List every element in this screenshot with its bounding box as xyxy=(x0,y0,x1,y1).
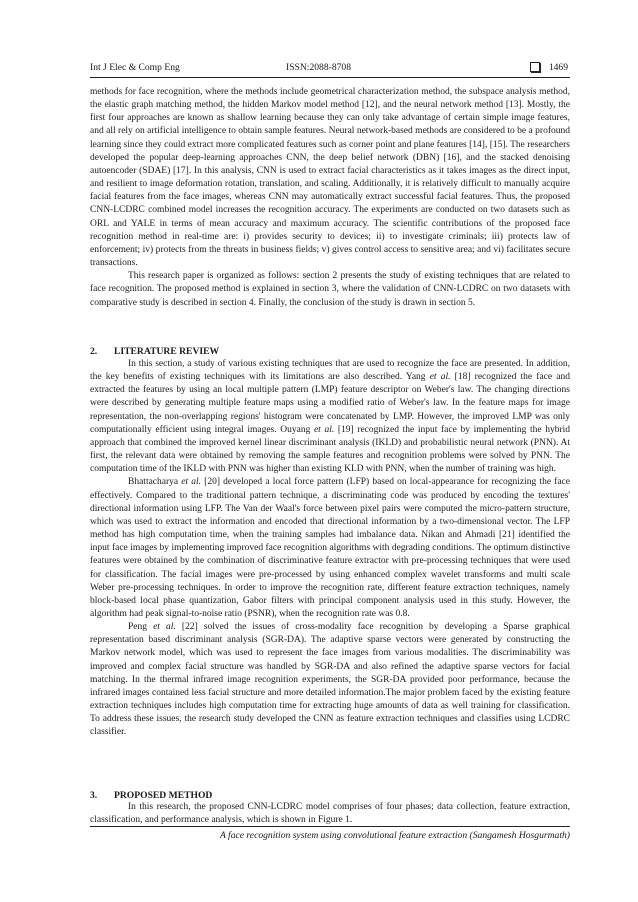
et-al: et al. xyxy=(181,477,202,488)
intro-paragraph: This research paper is organized as follows: section 2 presents the study of existing techniques that are related to face recognition. The proposed method is explained in section 3, where the validation of CNN-LCDRC on two datasets with comparative study is described in section 4. Finally, the conclusion of the study is drawn in section 5. xyxy=(90,271,570,308)
text-run: [22] solved the issues of cross-modality face recognition by developing a Sparse graphical representation based discriminant analysis (SGR-DA). The adaptive sparse vectors were generated by constructing the Markov network model, which was used to represent the face images from various modalities. The discriminability was improved and complex facial structure was handled by SGR-DA and also refined the adaptive sparse vectors for facial matching. In the thermal infrared image recognition experiments, the SGR-DA provided poor performance, because the infrared images contained less facial structure and more detailed information.The major problem faced by the existing feature extraction techniques includes high computation time for extracting huge amounts of data as well training for classification. To address these issues, the research study developed the CNN as feature extraction techniques and classifies using LCDRC classifier. xyxy=(90,622,571,738)
et-al: et al. xyxy=(153,622,176,633)
body-paragraph xyxy=(90,621,570,739)
section-number: 3. xyxy=(90,790,98,801)
intro-block xyxy=(90,86,570,310)
text-run: [18] recognized the face and extracted the features by using an local multiple pattern (LMP) feature descriptor on Weber's law. The changing directions were described by generating multiple feature maps using a modified ratio of Weber's law. In the feature maps for image representation, the non-overlapping regions' histogram were concatenated by LMP. However, the improved LMP was only computationally efficient using integral images. Ouyang xyxy=(90,372,570,435)
text-run: [20] developed a local force pattern (LFP) based on local-appearance for recognizing the face effectively. Compared to the traditional pattern technique, a discriminating code was produced by encoding the textures' directional information using LFP. The Van der Waal's force between pixel pairs were computed the micro-pattern structure, which was used to extract the information and encoded that directional information by a two-dimensional vector. The LFP method has high computation time, when the training samples had imbalance data. Nikan and Ahmadi [21] identified the input face images by implementing improved face recognition algorithms with degrading conditions. The optimum distinctive features were obtained by the combination of discriminative feature extractor with pre-processing techniques that were used for classification. The facial images were pre-processed by using enhanced complex wavelet transforms and multi scale Weber pre-processing techniques. In order to improve the recognition rate, different feature extraction techniques, namely block-based local phase quantization, Gabor filters with principal component analysis used in this study. However, the algorithm had peak signal-to-noise ratio (PSNR), when the recognition rate was 0.8. xyxy=(90,477,570,619)
et-al: et al. xyxy=(429,372,451,383)
running-header xyxy=(90,61,570,78)
text-run: Bhattacharya xyxy=(128,477,182,488)
checkbox-square-icon xyxy=(530,62,540,72)
section-heading xyxy=(90,346,219,357)
text-run: Peng xyxy=(128,622,154,633)
et-al: et al. xyxy=(313,424,335,435)
body-paragraph xyxy=(90,358,570,476)
page-number: 1469 xyxy=(548,62,568,73)
section-2-body xyxy=(90,358,570,740)
body-paragraph: In this research, the proposed CNN-LCDRC model comprises of four phases; data collection, feature extraction, classification, and performance analysis, which is shown in Figure 1. xyxy=(90,802,570,826)
section-number: 2. xyxy=(90,346,98,357)
issn: ISSN:2088-8708 xyxy=(286,62,352,73)
intro-paragraph: methods for face recognition, where the methods include geometrical characterization method, the subspace analysis method, the elastic graph matching method, the hidden Markov model method [12], and the neural network method [13]. Mostly, the first four approaches are known as shallow learning because they can only take advantage of certain simple image features, and all rely on artificial intelligence to obtain sample features. Neural network-based methods are considered to be a profound learning since they could extract more complicated features such as corner point and plane features [14], [15]. The researchers developed the popular deep-learning approaches CNN, the deep belief network (DBN) [16], and the stacked denoising autoencoder (SDAE) [17]. In this analysis, CNN is used to extract facial characteristics as it takes images as the direct input, and resilient to image deformation rotation, translation, and scaling. Additionally, it is relatively difficult to manually acquire facial features from the face images, whereas CNN may automatically extract successful facial features. Thus, the proposed CNN-LCDRC combined model increases the recognition accuracy. The experiments are conducted on two datasets such as ORL and YALE in terms of mean accuracy and maximum accuracy. The scientific contributions of the proposed face recognition method in real-time are: i) provides security to devices; ii) to investigate criminals; iii) protects law of enforcement; iv) protects from the threats in business fields; v) gives control access to sensitive area; and vi) facilitates secure transactions. xyxy=(90,87,570,269)
text-run: In this section, a study of various existing techniques that are used to recognize the face are presented. In addition, the key benefits of existing techniques with its limitations are also described. Yang xyxy=(90,359,570,383)
running-footer: A face recognition system using convolutional feature extraction (Sangamesh Hosgurmath) xyxy=(90,826,570,841)
section-heading xyxy=(90,790,212,801)
section-title: LITERATURE REVIEW xyxy=(114,346,220,357)
section-title: PROPOSED METHOD xyxy=(114,790,213,801)
journal-name: Int J Elec & Comp Eng xyxy=(90,62,180,73)
section-3-body xyxy=(90,801,570,827)
body-paragraph xyxy=(90,476,570,621)
text-run: [19] recognized the input face by implementing the hybrid approach that combined the improved kernel linear discriminant analysis (IKLD) and probabilistic neural network (PNN). At first, the relevant data were obtained by removing the sample features and recognition problems were solved by PNN. The computation time of the IKLD with PNN was higher than existing KLD with PNN, when the number of training was high. xyxy=(90,424,571,475)
